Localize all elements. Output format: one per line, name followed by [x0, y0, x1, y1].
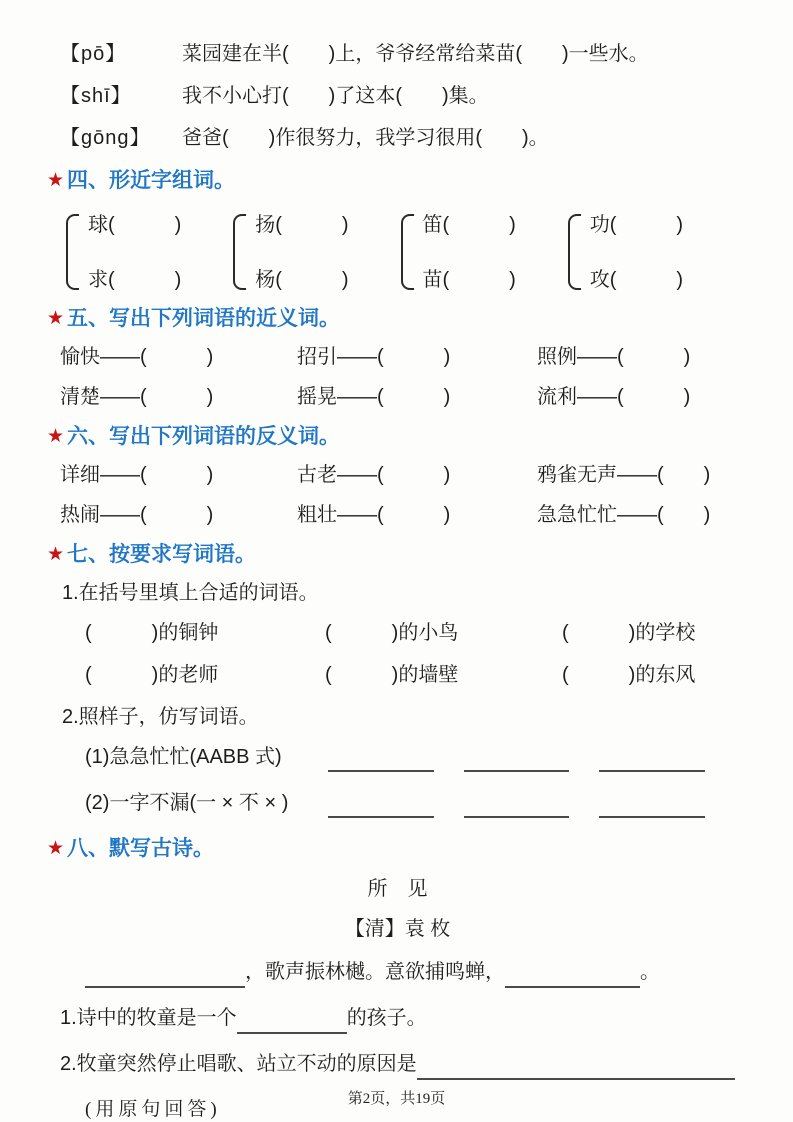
pinyin-label: 【gōng】: [60, 126, 151, 149]
synonym-item: 照例——( ): [537, 346, 691, 368]
word-pair-bottom: 求( ): [88, 269, 182, 291]
fill-word-item: ( )的铜钟: [85, 622, 219, 644]
fill-word-item: ( )的学校: [562, 622, 696, 644]
fill-word-item: ( )的老师: [85, 664, 219, 686]
star-icon: ★: [47, 170, 65, 191]
word-pair-group: [66, 208, 233, 292]
fill-blank: [85, 962, 245, 988]
section6-heading: [47, 422, 735, 452]
word-pair-bottom: 杨( ): [255, 269, 349, 291]
fill-blank: [464, 746, 570, 772]
brace-icon: [66, 214, 79, 290]
fill-blank: [328, 746, 434, 772]
fill-blank: [237, 1008, 347, 1034]
copy-word-row: [85, 788, 735, 818]
word-pair-bottom: 苗( ): [422, 269, 516, 291]
answer-note: (用原句回答): [85, 1099, 221, 1120]
fill-blank: [417, 1054, 735, 1080]
synonym-grid: [60, 342, 735, 412]
section8-heading: [47, 834, 735, 864]
poem-dictation-line: [85, 956, 735, 988]
pinyin-sentence: 爸爸( )作很努力，我学习很用( )。: [182, 126, 549, 149]
section5-heading: [47, 304, 735, 334]
synonym-item: 摇晃——( ): [297, 386, 451, 408]
word-pair-group: [233, 208, 400, 292]
brace-icon: [233, 214, 246, 290]
pinyin-label: 【pō】: [60, 42, 127, 65]
pinyin-row: [60, 72, 735, 114]
poem-text: ，歌声振林樾。意欲捕鸣蝉，: [245, 961, 505, 983]
word-pair-bottom: 攻( ): [589, 269, 684, 291]
word-pair-top: 球( ): [88, 214, 182, 236]
fill-blank: [599, 792, 705, 818]
page-footer: 第2页，共19页: [347, 1091, 446, 1107]
pinyin-sentence: 我不小心打( )了这本( )集。: [182, 84, 489, 107]
antonym-item: 详细——( ): [60, 464, 214, 486]
section8-title: 八、默写古诗。: [67, 837, 215, 860]
copy-word-label: (1)急急忙忙(AABB 式): [85, 746, 282, 768]
pinyin-row: [60, 30, 735, 72]
section7-sub2-label: 2.照样子，仿写词语。: [62, 706, 259, 728]
antonym-item: 古老——( ): [297, 464, 451, 486]
word-pair-group: [401, 208, 568, 292]
section4-heading: [47, 166, 735, 196]
fill-blank: [505, 962, 640, 988]
poem-title: 所 见: [367, 878, 428, 900]
section5-title: 五、写出下列词语的近义词。: [67, 307, 341, 330]
section7-title: 七、按要求写词语。: [67, 543, 257, 566]
fill-blank: [464, 792, 570, 818]
copy-word-label: (2)一字不漏(一 × 不 × ): [85, 792, 289, 814]
antonym-item: 鸦雀无声——( ): [537, 464, 711, 486]
fill-blank: [328, 792, 434, 818]
pinyin-section: [60, 30, 735, 156]
fill-blank: [599, 746, 705, 772]
synonym-item: 清楚——( ): [60, 386, 214, 408]
star-icon: ★: [47, 544, 65, 565]
pinyin-sentence: 菜园建在半( )上，爷爷经常给菜苗( )一些水。: [182, 42, 649, 65]
fill-word-grid: [85, 618, 735, 690]
poem-author: 【清】袁 枚: [344, 918, 451, 940]
synonym-item: 愉快——( ): [60, 346, 214, 368]
question-text: 2.牧童突然停止唱歌、站立不动的原因是: [60, 1053, 417, 1075]
question-1: [60, 1002, 735, 1034]
copy-word-row: [85, 742, 735, 772]
star-icon: ★: [47, 838, 65, 859]
question-text: 的孩子。: [346, 1007, 427, 1029]
fill-word-item: ( )的墙壁: [325, 664, 459, 686]
synonym-item: 招引——( ): [297, 346, 451, 368]
fill-word-item: ( )的东风: [562, 664, 696, 686]
star-icon: ★: [47, 308, 65, 329]
section7-sub1-label: 1.在括号里填上合适的词语。: [62, 582, 319, 604]
question-text: 1.诗中的牧童是一个: [60, 1007, 237, 1029]
word-pair-top: 功( ): [589, 214, 684, 236]
poem-text-end: 。: [640, 961, 660, 983]
fill-word-item: ( )的小鸟: [325, 622, 459, 644]
section4-groups: [66, 208, 735, 292]
section6-title: 六、写出下列词语的反义词。: [67, 425, 341, 448]
question-2: [60, 1048, 735, 1080]
pinyin-row: [60, 114, 735, 156]
antonym-item: 急急忙忙——( ): [537, 504, 711, 526]
antonym-item: 粗壮——( ): [297, 504, 451, 526]
star-icon: ★: [47, 426, 65, 447]
pinyin-label: 【shī】: [60, 84, 132, 107]
word-pair-group: [568, 208, 735, 292]
section7-heading: [47, 540, 735, 570]
word-pair-top: 笛( ): [422, 214, 516, 236]
section4-title: 四、形近字组词。: [67, 169, 236, 192]
brace-icon: [568, 214, 581, 290]
word-pair-top: 扬( ): [255, 214, 349, 236]
synonym-item: 流利——( ): [537, 386, 691, 408]
antonym-item: 热闹——( ): [60, 504, 214, 526]
antonym-grid: [60, 460, 735, 530]
brace-icon: [401, 214, 414, 290]
